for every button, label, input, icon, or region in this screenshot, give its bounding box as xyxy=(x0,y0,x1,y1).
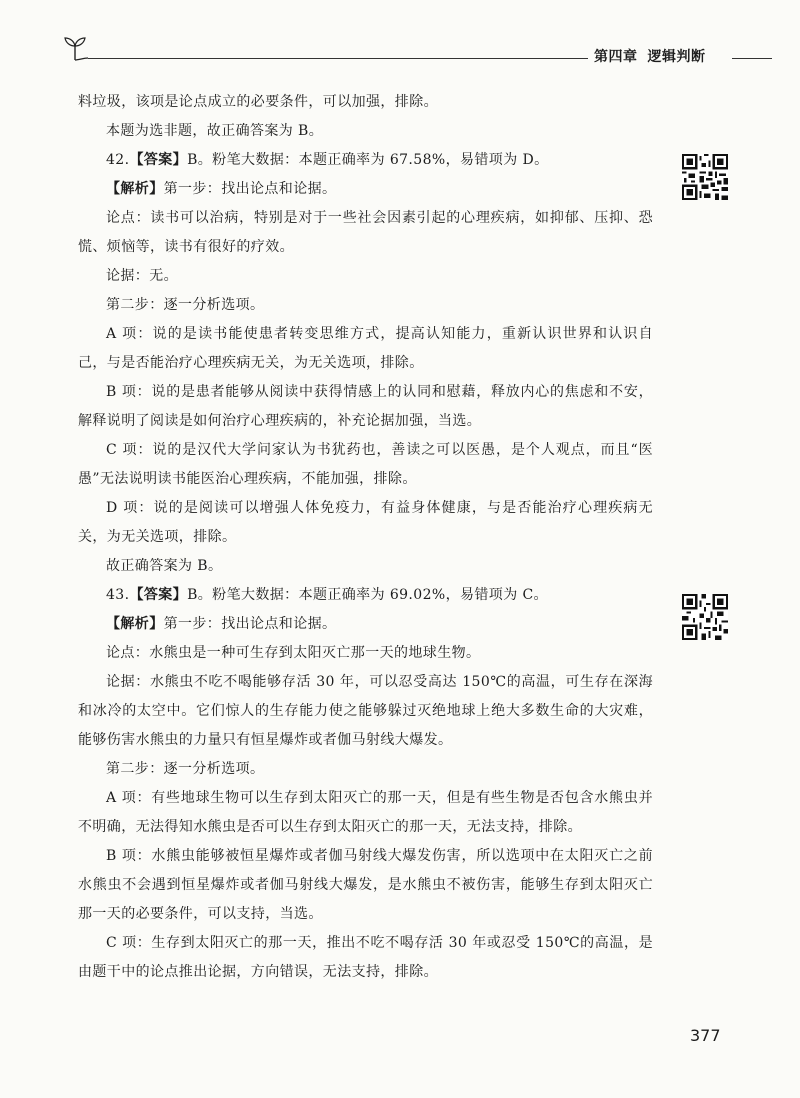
header-rule-right xyxy=(732,58,772,59)
chapter-title xyxy=(594,46,706,66)
paragraph: 论点：读书可以治病，特别是对于一些社会因素引起的心理疾病，如抑郁、压抑、恐慌、烦恼等，读书有很好的疗效。 xyxy=(78,210,653,255)
paragraph: 论据：无。 xyxy=(106,268,178,284)
leaf-icon xyxy=(62,34,88,62)
paragraph: 第二步：逐一分析选项。 xyxy=(106,297,265,313)
answer-43: 43.【答案】B。粉笔大数据：本题正确率为 69.02%，易错项为 C。 xyxy=(106,587,548,603)
paragraph: 故正确答案为 B。 xyxy=(106,558,223,574)
paragraph: 本题为选非题，故正确答案为 B。 xyxy=(106,123,324,139)
answer-label: 【答案】 xyxy=(129,152,188,168)
paragraph: 论据：水熊虫不吃不喝能够存活 30 年，可以忍受高达 150℃的高温，可生存在深海和冰冷的太空中。它们惊人的生存能力使之能够躲过灭绝地球上绝大多数生命的大灾难，能够伤害水熊虫的力量只有恒星爆炸或者伽马射线大爆发。 xyxy=(78,674,653,748)
paragraph: 料垃圾，该项是论点成立的必要条件，可以加强，排除。 xyxy=(78,94,438,110)
analysis-heading-42: 【解析】第一步：找出论点和论据。 xyxy=(106,181,337,197)
paragraph: 论点：水熊虫是一种可生存到太阳灭亡那一天的地球生物。 xyxy=(106,645,481,661)
option-b-43: B 项：水熊虫能够被恒星爆炸或者伽马射线大爆发伤害，所以选项中在太阳灭亡之前水熊虫不会遇到恒星爆炸或者伽马射线大爆发，是水熊虫不被伤害，能够生存到太阳灭亡那一天的必要条件，可以支持，当选。 xyxy=(78,848,653,922)
header-rule xyxy=(88,58,588,59)
analysis-label: 【解析】 xyxy=(106,616,164,632)
qr-code-icon[interactable] xyxy=(682,594,728,640)
page-number: 377 xyxy=(690,1026,721,1045)
page-header xyxy=(0,0,800,70)
analysis-heading-43: 【解析】第一步：找出论点和论据。 xyxy=(106,616,337,632)
option-c-43: C 项：生存到太阳灭亡的那一天，推出不吃不喝存活 30 年或忍受 150℃的高温，是由题干中的论点推出论据，方向错误，无法支持，排除。 xyxy=(78,935,653,980)
answer-label: 【答案】 xyxy=(129,587,188,603)
option-b-42: B 项：说的是患者能够从阅读中获得情感上的认同和慰藉，释放内心的焦虑和不安，解释说明了阅读是如何治疗心理疾病的，补充论据加强，当选。 xyxy=(78,384,653,429)
answer-42: 42.【答案】B。粉笔大数据：本题正确率为 67.58%，易错项为 D。 xyxy=(106,152,549,168)
page-body xyxy=(78,88,653,987)
chapter-number: 第四章 xyxy=(594,49,638,65)
option-a-43: A 项：有些地球生物可以生存到太阳灭亡的那一天，但是有些生物是否包含水熊虫并不明确，无法得知水熊虫是否可以生存到太阳灭亡的那一天，无法支持，排除。 xyxy=(78,790,653,835)
option-d-42: D 项：说的是阅读可以增强人体免疫力，有益身体健康，与是否能治疗心理疾病无关，为无关选项，排除。 xyxy=(78,500,653,545)
option-a-42: A 项：说的是读书能使患者转变思维方式，提高认知能力，重新认识世界和认识自己，与是否能治疗心理疾病无关，为无关选项，排除。 xyxy=(78,326,653,371)
analysis-label: 【解析】 xyxy=(106,181,164,197)
section-title: 逻辑判断 xyxy=(647,49,706,65)
paragraph: 第二步：逐一分析选项。 xyxy=(106,761,265,777)
qr-code-icon[interactable] xyxy=(682,154,728,200)
option-c-42: C 项：说的是汉代大学问家认为书犹药也，善读之可以医愚，是个人观点，而且“医愚”无法说明读书能医治心理疾病，不能加强，排除。 xyxy=(78,442,653,487)
